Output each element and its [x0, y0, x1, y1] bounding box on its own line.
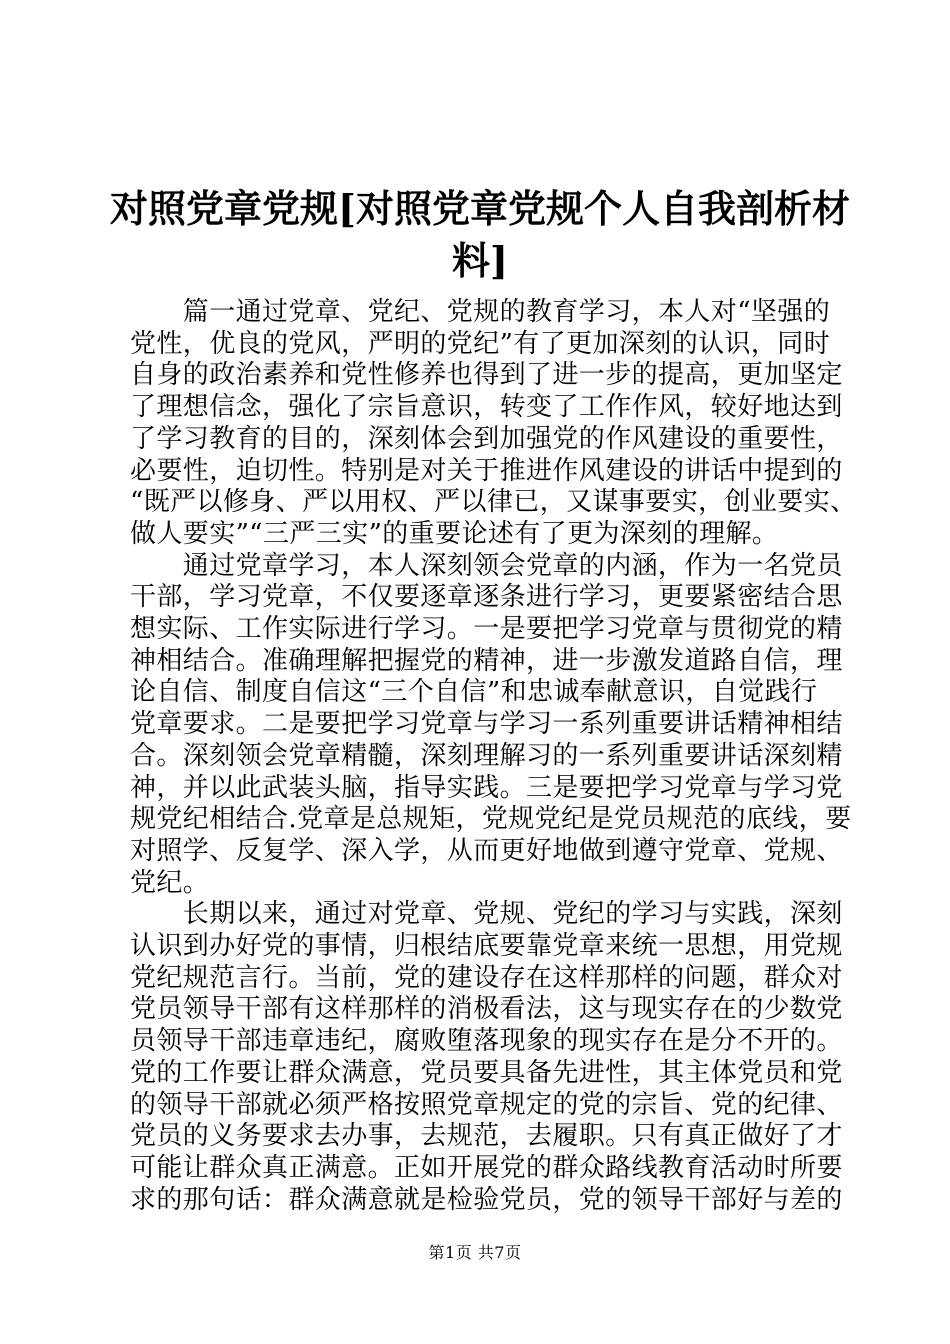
document-title [100, 183, 860, 287]
title-line-2: 料] [452, 238, 508, 283]
text-line: 党员的义务要求去办事，去规范，去履职。只有真正做好了才 [130, 1121, 843, 1152]
text-line: 党性，优良的党风，严明的党纪”有了更加深刻的认识，同时 [130, 328, 831, 359]
text-line: 必要性，迫切性。特别是对关于推进作风建设的讲话中提到的 [130, 455, 843, 486]
paragraph-2 [130, 551, 850, 900]
text-line: 党纪。 [130, 867, 210, 898]
text-line: 干部，学习党章，不仅要逐章逐条进行学习，更要紧密结合思 [130, 582, 843, 613]
paragraph-1 [130, 297, 857, 551]
page-footer: 第1页 共7页 [428, 1243, 522, 1262]
text-line: 对照学、反复学、深入学，从而更好地做到遵守党章、党规、 [130, 835, 843, 866]
text-line: 党纪规范言行。当前，党的建设存在这样那样的问题，群众对 [130, 962, 843, 993]
text-line: 党的工作要让群众满意，党员要具备先进性，其主体党员和党 [130, 1057, 843, 1088]
text-line: 通过党章学习，本人深刻领会党章的内涵，作为一名党员 [130, 550, 843, 581]
text-line: “既严以修身、严以用权、严以律已，又谋事要实，创业要实、 [130, 487, 857, 518]
text-line: 可能让群众真正满意。正如开展党的群众路线教育活动时所要 [130, 1152, 843, 1183]
text-line: 篇一通过党章、党纪、党规的教育学习，本人对“坚强的 [130, 297, 831, 327]
text-line: 了学习教育的目的，深刻体会到加强党的作风建设的重要性， [130, 423, 843, 454]
paragraph-3 [130, 899, 850, 1216]
text-line: 规党纪相结合.党章是总规矩，党规党纪是党员规范的底线，要 [130, 804, 852, 835]
text-line: 想实际、工作实际进行学习。一是要把学习党章与贯彻党的精 [130, 614, 843, 645]
text-line: 做人要实”“三严三实”的重要论述有了更为深刻的理解。 [130, 518, 779, 549]
text-line: 认识到办好党的事情，归根结底要靠党章来统一思想，用党规 [130, 931, 843, 962]
text-line: 自身的政治素养和党性修养也得到了进一步的提高，更加坚定 [130, 360, 843, 391]
text-line: 合。深刻领会党章精髓，深刻理解习的一系列重要讲话深刻精 [130, 740, 843, 771]
document-body [130, 297, 857, 1216]
text-line: 党章要求。二是要把学习党章与学习一系列重要讲话精神相结 [130, 709, 843, 740]
text-line: 神相结合。准确理解把握党的精神，进一步激发道路自信，理 [130, 645, 843, 676]
text-line: 神，并以此武装头脑，指导实践。三是要把学习党章与学习党 [130, 772, 843, 803]
text-line: 党员领导干部有这样那样的消极看法，这与现实存在的少数党 [130, 994, 843, 1025]
text-line: 论自信、制度自信这“三个自信”和忠诚奉献意识，自觉践行 [130, 677, 818, 708]
text-line: 的领导干部就必须严格按照党章规定的党的宗旨、党的纪律、 [130, 1089, 843, 1120]
text-line: 求的那句话：群众满意就是检验党员，党的领导干部好与差的 [130, 1184, 843, 1215]
title-line-1: 对照党章党规[对照党章党规个人自我剖析材 [110, 186, 850, 231]
text-line: 长期以来，通过对党章、党规、党纪的学习与实践，深刻 [130, 899, 843, 930]
text-line: 员领导干部违章违纪，腐败堕落现象的现实存在是分不开的。 [130, 1026, 843, 1057]
text-line: 了理想信念，强化了宗旨意识，转变了工作作风，较好地达到 [130, 392, 843, 423]
